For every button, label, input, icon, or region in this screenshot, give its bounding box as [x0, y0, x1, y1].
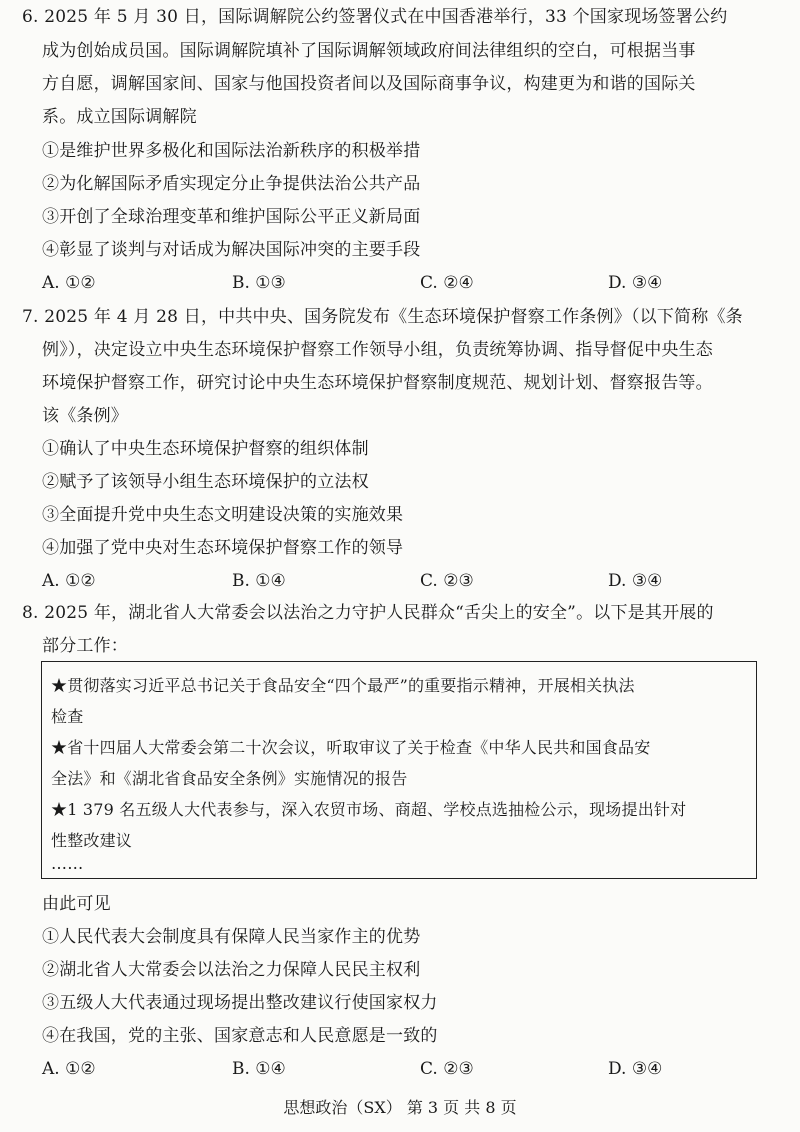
- q8-option-b[interactable]: B. ①④: [232, 1059, 286, 1079]
- q8-option-d[interactable]: D. ③④: [608, 1059, 663, 1079]
- q6-option-b[interactable]: B. ①③: [232, 273, 286, 293]
- q8-lead: 由此可见: [42, 894, 111, 914]
- q7-item-2: ②赋予了该领导小组生态环境保护的立法权: [42, 472, 369, 492]
- q8-box-line-4: 全法》和《湖北省食品安全条例》实施情况的报告: [51, 769, 408, 788]
- q7-option-c[interactable]: C. ②③: [420, 571, 474, 591]
- q6-option-d[interactable]: D. ③④: [608, 273, 663, 293]
- q7-item-4: ④加强了党中央对生态环境保护督察工作的领导: [42, 538, 404, 558]
- q8-item-2: ②湖北省人大常委会以法治之力保障人民民主权利: [42, 960, 421, 980]
- q6-option-c[interactable]: C. ②④: [420, 273, 474, 293]
- q8-options: [42, 1058, 782, 1080]
- q7-stem-line-1: 7. 2025 年 4 月 28 日，中共中央、国务院发布《生态环境保护督察工作条例》（以下简称《条: [22, 307, 743, 327]
- q7-option-b[interactable]: B. ①④: [232, 571, 286, 591]
- q8-box-line-1: ★贯彻落实习近平总书记关于食品安全“四个最严”的重要指示精神，开展相关执法: [51, 676, 635, 695]
- q7-stem-line-3: 环境保护督察工作，研究讨论中央生态环境保护督察制度规范、规划计划、督察报告等。: [42, 373, 713, 393]
- q6-option-a[interactable]: A. ①②: [42, 273, 96, 293]
- q8-option-a[interactable]: A. ①②: [42, 1059, 96, 1079]
- q8-box-line-6: 性整改建议: [51, 831, 133, 850]
- q7-option-d[interactable]: D. ③④: [608, 571, 663, 591]
- q8-stem-line-2: 部分工作：: [42, 636, 128, 656]
- q6-item-2: ②为化解国际矛盾实现定分止争提供法治公共产品: [42, 174, 421, 194]
- q8-box-line-2: 检查: [51, 707, 84, 726]
- q8-item-3: ③五级人大代表通过现场提出整改建议行使国家权力: [42, 993, 438, 1013]
- q8-box-line-5: ★1 379 名五级人大代表参与，深入农贸市场、商超、学校点选抽检公示，现场提出针对: [51, 800, 687, 819]
- q7-item-3: ③全面提升党中央生态文明建设决策的实施效果: [42, 505, 404, 525]
- q8-box-ellipsis: ……: [51, 854, 84, 873]
- q7-item-1: ①确认了中央生态环境保护督察的组织体制: [42, 439, 369, 459]
- q6-item-3: ③开创了全球治理变革和维护国际公平正义新局面: [42, 207, 421, 227]
- q7-stem-line-4: 该《条例》: [42, 406, 128, 426]
- q8-item-4: ④在我国，党的主张、国家意志和人民意愿是一致的: [42, 1026, 438, 1046]
- q8-item-1: ①人民代表大会制度具有保障人民当家作主的优势: [42, 927, 421, 947]
- page-footer: 思想政治（SX） 第 3 页 共 8 页: [283, 1098, 517, 1117]
- q6-item-1: ①是维护世界多极化和国际法治新秩序的积极举措: [42, 141, 421, 161]
- q6-stem-line-1: 6. 2025 年 5 月 30 日，国际调解院公约签署仪式在中国香港举行，33 个国家现场签署公约: [22, 7, 728, 27]
- q7-option-a[interactable]: A. ①②: [42, 571, 96, 591]
- q6-stem-line-3: 方自愿，调解国家间、国家与他国投资者间以及国际商事争议，构建更为和谐的国际关: [42, 74, 696, 94]
- q8-box-line-3: ★省十四届人大常委会第二十次会议，听取审议了关于检查《中华人民共和国食品安: [51, 738, 651, 757]
- q7-stem-line-2: 例》），决定设立中央生态环境保护督察工作领导小组，负责统筹协调、指导督促中央生态: [42, 340, 713, 360]
- q7-options: [42, 570, 782, 592]
- q6-options: [42, 272, 782, 294]
- q6-stem-line-2: 成为创始成员国。国际调解院填补了国际调解领域政府间法律组织的空白，可根据当事: [42, 41, 696, 61]
- q6-stem-line-4: 系。成立国际调解院: [42, 107, 197, 127]
- q8-stem-line-1: 8. 2025 年，湖北省人大常委会以法治之力守护人民群众“舌尖上的安全”。以下是其开展的: [22, 603, 714, 623]
- q8-option-c[interactable]: C. ②③: [420, 1059, 474, 1079]
- q6-item-4: ④彰显了谈判与对话成为解决国际冲突的主要手段: [42, 240, 421, 260]
